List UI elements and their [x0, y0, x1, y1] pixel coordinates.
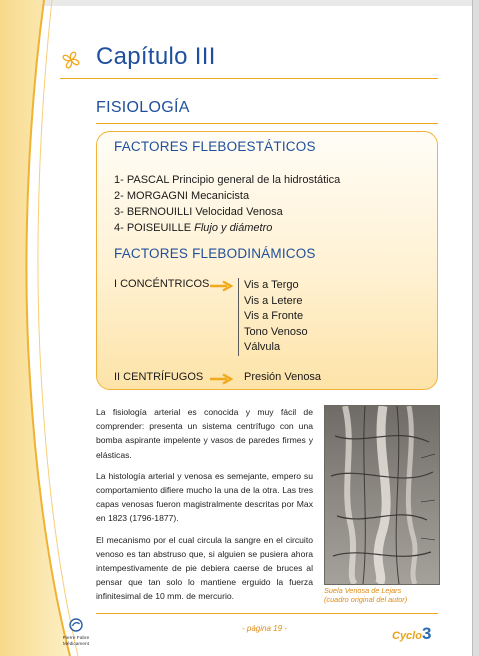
decorative-swoosh — [0, 0, 80, 656]
list-item: Vis a Letere — [244, 294, 303, 307]
list-item — [114, 204, 340, 220]
fleboestaticos-list — [114, 172, 340, 236]
section-divider — [96, 123, 438, 124]
pierre-fabre-logo — [44, 618, 108, 652]
item-number: 2- — [114, 190, 124, 202]
list-item: Tono Venoso — [244, 325, 308, 338]
logo-line1: Pierre Fabre — [62, 636, 90, 641]
list-item — [114, 188, 340, 204]
brand-number: 3 — [421, 624, 432, 643]
item-description: Flujo y diámetro — [194, 222, 273, 234]
footer-divider — [96, 613, 438, 614]
chapter-title: Capítulo III — [96, 43, 216, 70]
page-number: - página 19 - — [242, 624, 287, 633]
viewer-scrollbar-track[interactable] — [473, 0, 479, 656]
brand-text: Cyclo — [392, 630, 422, 642]
figure-caption-credit: (cuadro original del autor) — [324, 595, 408, 604]
flower-ornament-icon — [60, 49, 82, 71]
item-description: Mecanicista — [191, 190, 250, 202]
chapter-divider — [60, 78, 438, 79]
pierre-fabre-logo-mark — [69, 618, 83, 632]
list-item — [114, 220, 340, 236]
section-title: FISIOLOGÍA — [96, 99, 190, 116]
figure-caption — [324, 586, 407, 604]
item-description: Principio general de la hidrostática — [172, 174, 341, 186]
list-item: Válvula — [244, 341, 281, 353]
arrow-right-icon — [209, 373, 233, 385]
item-name: MORGAGNI — [126, 190, 188, 202]
list-item — [114, 172, 340, 188]
body-paragraph: La histología arterial y venosa es semejante, empero su comportamiento difiere mucho la una de la otra. Las tres capas venosas fueron magistralmente descritas por Max en 1823 (1796-1877). — [96, 470, 313, 524]
factores-panel — [96, 131, 438, 390]
body-text — [96, 405, 313, 611]
flebodinamicos-heading: FACTORES FLEBODINÁMICOS — [114, 246, 316, 261]
body-paragraph: La fisiología arterial es conocida y muy fácil de comprender: presenta un sistema centrífugo con una bomba aspirante impelente y vasos de paredes firmes y elásticas. — [96, 407, 313, 460]
cyclo3-brand — [392, 624, 431, 644]
arrow-right-icon — [209, 280, 233, 292]
page-edge — [472, 0, 473, 656]
item-description: Velocidad Venosa — [195, 206, 283, 218]
list-item: Vis a Fronte — [244, 310, 304, 322]
body-paragraph: El mecanismo por el cual circula la sangre en el circuito venoso es tan abstruso que, si alguien se pusiera ahora intempestivamente de pie debiera caerse de bruces al pensar que tan solo lo mantiene erguido la fuerza infinitesimal de 10 mm. de mercurio. — [96, 534, 313, 602]
concentricos-list — [238, 278, 308, 356]
figure-caption-title: Suela Venosa de Lejars — [324, 586, 402, 595]
centrifugos-value: Presión Venosa — [244, 371, 322, 383]
item-number: 3- — [114, 206, 124, 218]
list-item: Vis a Tergo — [244, 279, 299, 291]
item-name: POISEUILLE — [126, 222, 192, 234]
centrifugos-label: II CENTRÍFUGOS — [114, 371, 204, 383]
logo-line2: Médicament — [62, 642, 90, 647]
fleboestaticos-heading: FACTORES FLEBOESTÁTICOS — [114, 139, 316, 154]
anatomical-illustration — [324, 405, 440, 585]
item-name: PASCAL — [126, 174, 170, 186]
concentricos-label: I CONCÉNTRICOS — [114, 278, 210, 290]
item-number: 1- — [114, 174, 124, 186]
item-name: BERNOUILLI — [126, 206, 193, 218]
item-number: 4- — [114, 222, 124, 234]
